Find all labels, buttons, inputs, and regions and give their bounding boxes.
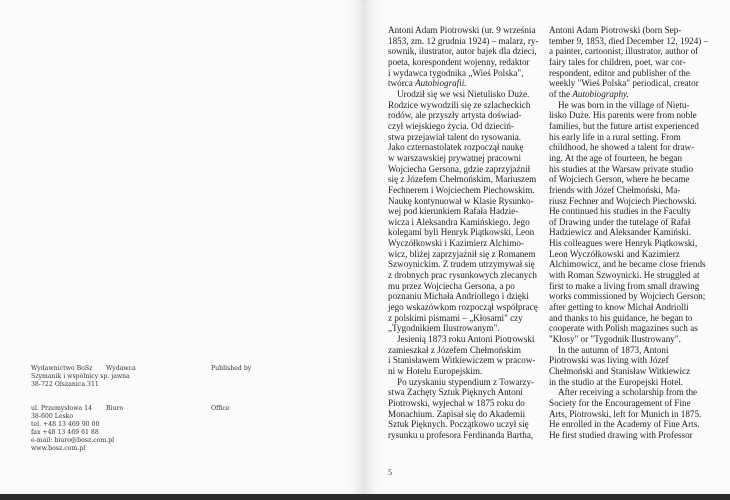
text-line: Arts, Piotrowski, left for Munich in 1875. (549, 408, 702, 419)
text-line: Alchimowicz, and he became close friends (549, 259, 706, 270)
office-line: e-mail: biuro@bosz.com.pl (31, 437, 115, 444)
text-line: poeta, korespondent wojenny, redaktor (388, 56, 530, 67)
polish-text-column (388, 25, 540, 441)
text-line: Urodził się we wsi Nietulisko Duże. (397, 88, 530, 99)
text-line: cooperate with Polish magazines such as (549, 323, 698, 334)
text-line: stwa Zachęty Sztuk Pięknych Antoni (388, 387, 523, 398)
office-address (31, 405, 115, 453)
text-line: i wydawca tygodnika „Wieś Polska", (388, 67, 524, 78)
imprint-publisher-row (31, 365, 351, 405)
publisher-label-pl: Wydawca (106, 365, 136, 372)
office-line: www.bosz.com.pl (31, 445, 86, 452)
text-line: fairy tales for children, poet, war cor- (549, 56, 686, 67)
english-text-column (549, 25, 709, 441)
left-page (0, 0, 364, 494)
text-line: sownik, ilustrator, autor bajek dla dzieci, (388, 46, 537, 57)
text-line: and thanks to his guidance, he began to (549, 312, 693, 323)
text-line: rodów, ale przyszły artysta doświad- (388, 110, 522, 121)
text-line: jego wskazówkom rozpoczął współpracę (388, 302, 538, 313)
text-line: Hadziewicz and Aleksander Kamiński. (549, 227, 691, 238)
page-number: 5 (388, 468, 392, 477)
text-line: tember 9, 1853, died December 12, 1924) – (549, 35, 709, 46)
text-line: Piotrowski was living with Józef (549, 355, 669, 366)
text-line: childhood, he showed a talent for draw- (549, 142, 695, 153)
text-line: with Roman Szwoynicki. He struggled at (549, 270, 700, 281)
text-line: wicza i Aleksandra Kamińskiego. Jego (388, 216, 530, 227)
publisher-label-en: Published by (211, 365, 252, 372)
text-line: "Kłosy" or "Tygodnik Ilustrowany". (549, 334, 681, 345)
text-line: mu przez Wojciecha Gersona, a po (388, 280, 515, 291)
text-line: z polskimi pismami – „Kłosami" czy (388, 312, 523, 323)
office-line: ul. Przemysłowa 14 (31, 405, 93, 412)
office-label-pl: Biuro (106, 405, 124, 412)
text-line: Jako czternastolatek rozpoczął naukę (388, 142, 524, 153)
office-label-en: Office (211, 405, 230, 412)
text-line: his early life in a rural setting. From (549, 131, 681, 142)
publisher-line: 38-722 Olszanica 311 (31, 381, 99, 388)
text-line: He was born in the village of Nietu- (558, 99, 690, 110)
text-line: Society for the Encouragement of Fine (549, 397, 691, 408)
text-line: 1853, zm. 12 grudnia 1924) – malarz, ry- (388, 35, 539, 46)
text-line: w warszawskiej prywatnej pracowni (388, 152, 522, 163)
text-line: riusz Fechner and Wojciech Piechowski. (549, 195, 697, 206)
text-line: his studies at the Warsaw private studio (549, 163, 694, 174)
office-line: tel. +48 13 469 90 00 (31, 421, 100, 428)
text-line: Leon Wyczółkowski and Kazimierz (549, 248, 680, 259)
text-line: a painter, cartoonist, illustrator, author of (549, 46, 699, 57)
text-line: Wojciecha Gersona, gdzie zaprzyjaźnił (388, 163, 531, 174)
text-line: Fechnerem i Wojciechem Piechowskim. (388, 184, 535, 195)
text-line: His colleagues were Henryk Piątkowski, (549, 238, 698, 249)
text-line: wicz, bliżej zaprzyjaźnił się z Romanem (388, 248, 536, 259)
text-line: czył wiejskiego życia. Od dzieciń- (388, 120, 514, 131)
text-line: Piotrowski, wyjechał w 1875 roku do (388, 397, 525, 408)
text-line: twórca Autobiografii. (388, 78, 467, 89)
text-line: families, but the future artist experienced (549, 120, 699, 131)
text-line: poznaniu Michała Andriollego i dzięki (388, 291, 529, 302)
text-line: He first studied drawing with Professor (549, 429, 693, 440)
text-line: of Drawing under the tutelage of Rafał (549, 216, 691, 227)
text-line: Po uzyskaniu stypendium z Towarzy- (397, 376, 535, 387)
text-line: After receiving a scholarship from the (558, 387, 698, 398)
text-line: He enrolled in the Academy of Fine Arts. (549, 419, 700, 430)
text-line: after getting to know Michał Andriolli (549, 302, 689, 313)
text-line: „Tygodnikiem Ilustrowanym". (388, 323, 500, 334)
text-line: in the studio at the Europejski Hotel. (549, 376, 684, 387)
text-line: Antoni Adam Piotrowski (born Sep- (549, 25, 682, 35)
text-line: In the autumn of 1873, Antoni (558, 344, 669, 355)
text-line: ni w Hotelu Europejskim. (388, 366, 483, 376)
text-line: weekly "Wieś Polska" periodical, creator (549, 78, 699, 89)
publisher-line: Wydawnictwo BoSz (31, 365, 93, 372)
text-line: works commissioned by Wojciech Gerson; (549, 291, 706, 302)
text-line: lisko Duże. His parents were from noble (549, 110, 697, 121)
right-page (364, 0, 730, 494)
text-line: i Stanisławem Witkiewiczem w pracow- (388, 355, 536, 366)
text-line: kolegami byli Henryk Piątkowski, Leon (388, 227, 535, 238)
text-line: Monachium. Zapisał się do Akademii (388, 408, 526, 419)
text-line: stwa przejawiał talent do rysowania. (388, 131, 522, 142)
text-line: friends with Józef Chełmoński, Ma- (549, 184, 681, 195)
text-line: Jesienią 1873 roku Antoni Piotrowski (397, 334, 535, 345)
text-line: Chełmoński and Stanisław Witkiewicz (549, 366, 691, 376)
text-line: He continued his studies in the Faculty (549, 206, 691, 217)
text-line: of the Autobiography. (549, 88, 629, 99)
text-line: respondent, editor and publisher of the (549, 67, 690, 78)
text-line: first to make a living from small drawing (549, 280, 700, 291)
text-line: of Wojciech Gerson, where he became (549, 174, 690, 185)
text-line: Rodzice wywodzili się ze szlacheckich (388, 99, 531, 110)
office-line: fax +48 13 469 61 88 (31, 429, 99, 436)
text-line: Sztuk Pięknych. Początkowo uczył się (388, 419, 529, 430)
text-line: rysunku u profesora Ferdinanda Bartha, (388, 429, 534, 440)
text-line: z drobnych prac rysunkowych zlecanych (388, 270, 537, 281)
imprint (31, 365, 351, 455)
text-line: się z Józefem Chełmońskim, Mariuszem (388, 174, 537, 185)
text-line: Naukę kontynuował w Klasie Rysunko- (388, 195, 534, 206)
text-line: zamieszkał z Józefem Chełmońskim (388, 344, 522, 355)
publisher-line: Szymanik i wspólnicy sp. jawna (31, 373, 130, 380)
office-line: 38-600 Lesko (31, 413, 74, 420)
text-line: Szwoynickim. Z trudem utrzymywał się (388, 259, 535, 270)
text-line: Wyczółkowski i Kazimierz Alchimo- (388, 238, 525, 249)
text-line: Antoni Adam Piotrowski (ur. 9 września (388, 25, 536, 35)
text-line: wej pod kierunkiem Rafała Hadzie- (388, 206, 519, 217)
text-line: ing. At the age of fourteen, he began (549, 152, 683, 163)
imprint-office-row (31, 405, 351, 455)
